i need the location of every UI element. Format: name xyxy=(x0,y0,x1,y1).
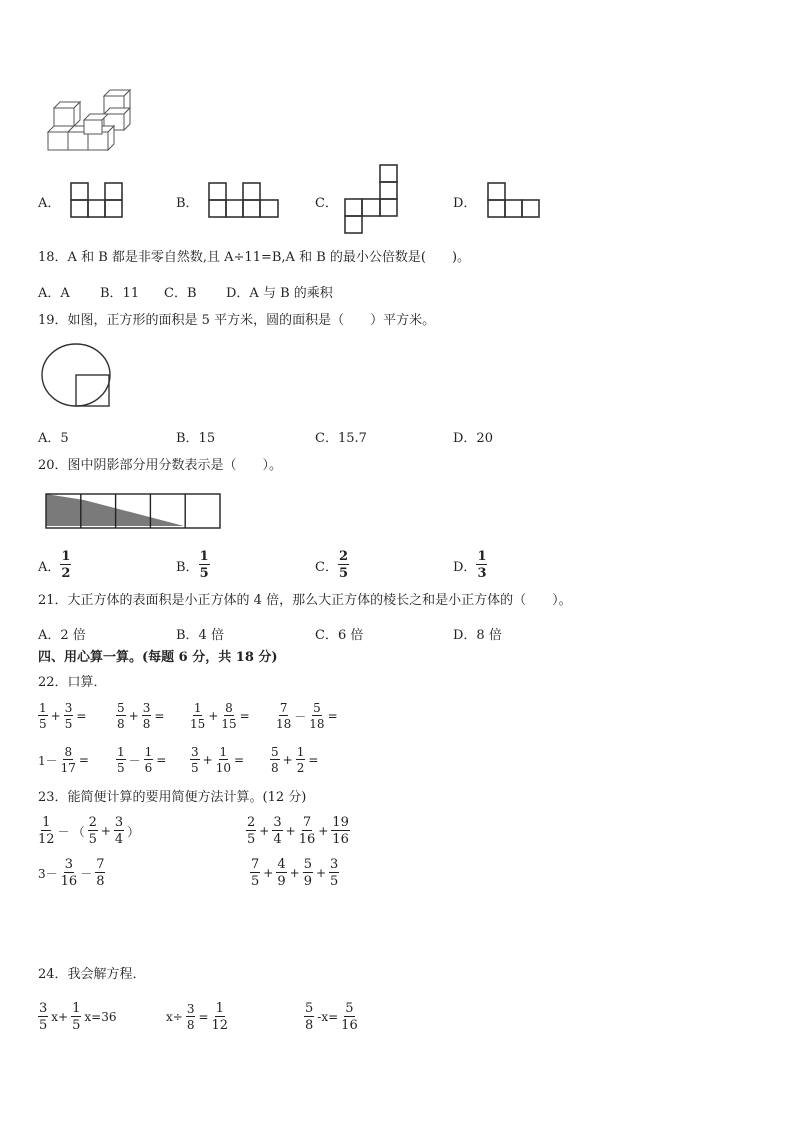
q21-option-b[interactable]: B．4 倍 xyxy=(176,628,224,643)
q22-item-3[interactable] xyxy=(190,702,250,730)
numerator: 3 xyxy=(39,1001,48,1016)
numerator: 3 xyxy=(330,857,339,872)
circle-square-figure xyxy=(40,342,116,408)
fraction xyxy=(299,816,316,846)
q20-option-a[interactable] xyxy=(38,550,71,580)
fraction xyxy=(144,746,154,774)
fraction xyxy=(38,1002,48,1032)
q24-equation-1[interactable] xyxy=(38,1002,116,1032)
denominator: 5 xyxy=(117,761,125,775)
numerator: 3 xyxy=(186,1002,195,1016)
denominator: 16 xyxy=(298,832,316,847)
q23-expression-4[interactable] xyxy=(250,858,339,888)
denominator: 5 xyxy=(251,874,260,889)
denominator: 5 xyxy=(39,1018,48,1033)
numerator: 1 xyxy=(215,1001,224,1016)
q19-stem: 19．如图，正方形的面积是 5 平方米，圆的面积是（ ）平方米。 xyxy=(38,313,436,328)
numerator: 3 xyxy=(64,701,73,715)
denominator: 3 xyxy=(477,566,487,581)
denominator: 5 xyxy=(39,717,47,731)
denominator: 2 xyxy=(61,566,71,581)
q20-option-b[interactable] xyxy=(176,550,210,580)
q20-option-d-fraction xyxy=(476,550,487,580)
q22-item-7[interactable] xyxy=(190,746,244,774)
fraction xyxy=(296,746,306,774)
denominator: 18 xyxy=(309,717,325,731)
operator: － xyxy=(57,824,70,839)
operator: + xyxy=(263,866,274,880)
denominator: 17 xyxy=(60,761,76,775)
fraction xyxy=(38,816,55,846)
operator: － xyxy=(128,753,141,768)
denominator: 6 xyxy=(144,761,153,775)
q23-expression-2[interactable] xyxy=(246,816,350,846)
shaded-bar-figure xyxy=(44,492,224,530)
fraction xyxy=(116,702,126,730)
fraction xyxy=(190,702,205,730)
left-paren: （ xyxy=(72,824,85,839)
fraction xyxy=(64,702,74,730)
operator: + xyxy=(285,824,296,838)
q23-expression-1[interactable] xyxy=(38,816,139,846)
fraction xyxy=(276,858,286,888)
q17-option-b-figure xyxy=(208,182,282,218)
q17-option-a-label: A． xyxy=(38,196,61,211)
fraction xyxy=(88,816,98,846)
q22-item-6[interactable] xyxy=(116,746,166,774)
numerator: 2 xyxy=(338,549,348,564)
denominator: 8 xyxy=(305,1018,314,1033)
q17-option-d-figure xyxy=(487,182,543,218)
denominator: 16 xyxy=(60,874,78,889)
equals-sign: = xyxy=(76,709,87,723)
numerator: 19 xyxy=(332,815,349,830)
q24-stem: 24．我会解方程． xyxy=(38,967,146,982)
q18-stem: 18．A 和 B 都是非零自然数,且 A÷11=B,A 和 B 的最小公倍数是( )。 xyxy=(38,250,471,265)
operator: + xyxy=(289,866,300,880)
fraction xyxy=(186,1003,196,1031)
q20-option-b-fraction xyxy=(199,550,210,580)
q23-expression-3[interactable] xyxy=(38,858,105,888)
q22-item-5[interactable] xyxy=(38,746,89,774)
fraction xyxy=(114,816,124,846)
q20-option-c-letter: C． xyxy=(315,559,338,575)
operator: + xyxy=(128,709,139,723)
operator: + xyxy=(282,753,293,767)
fraction xyxy=(246,816,256,846)
equals-sign: = xyxy=(308,753,319,767)
q19-option-b[interactable]: B．15 xyxy=(176,431,216,446)
q18-option-a[interactable]: A．A xyxy=(38,286,70,301)
operator: － xyxy=(294,709,307,724)
equals-sign: = xyxy=(156,753,167,767)
q24-equation-2[interactable] xyxy=(166,1002,228,1032)
q19-option-a[interactable]: A．5 xyxy=(38,431,69,446)
numerator: 1 xyxy=(193,701,202,715)
denominator: 16 xyxy=(332,832,349,847)
numerator: 3 xyxy=(114,815,124,830)
equation-text: x=36 xyxy=(84,1010,117,1024)
numerator: 1 xyxy=(42,815,51,830)
q17-option-c-figure xyxy=(344,164,400,236)
q23-stem: 23．能简便计算的要用简便方法计算。(12 分) xyxy=(38,790,307,805)
fraction xyxy=(331,816,350,846)
cube-stack-figure xyxy=(44,88,136,154)
q20-option-c[interactable] xyxy=(315,550,349,580)
denominator: 9 xyxy=(303,874,312,889)
numerator: 5 xyxy=(271,745,279,759)
operator: + xyxy=(50,709,61,723)
denominator: 5 xyxy=(330,874,339,889)
equals-sign: = xyxy=(239,709,250,723)
numerator: 3 xyxy=(142,701,151,715)
denominator: 18 xyxy=(276,717,292,731)
fraction xyxy=(341,1002,358,1032)
numerator: 1 xyxy=(117,745,125,759)
denominator: 5 xyxy=(199,566,209,581)
fraction xyxy=(272,816,282,846)
numerator: 1 xyxy=(199,549,209,564)
equation-text: x+ xyxy=(51,1010,69,1024)
q19-option-d[interactable]: D．20 xyxy=(453,431,493,446)
q18-option-b[interactable]: B．11 xyxy=(100,286,140,301)
equation-text: -x= xyxy=(317,1010,339,1024)
fraction xyxy=(61,746,76,774)
denominator: 5 xyxy=(88,832,97,847)
fraction xyxy=(212,1002,229,1032)
q20-option-d[interactable] xyxy=(453,550,487,580)
numerator: 1 xyxy=(296,745,305,759)
q17-option-d-label: D． xyxy=(453,196,477,211)
fraction xyxy=(142,702,152,730)
numerator: 5 xyxy=(303,857,312,872)
numerator: 2 xyxy=(247,815,256,830)
operator: + xyxy=(315,866,327,880)
equals-sign: = xyxy=(78,753,89,767)
fraction xyxy=(38,702,48,730)
denominator: 4 xyxy=(273,832,282,847)
numerator: 1 xyxy=(219,745,228,759)
q20-option-d-letter: D． xyxy=(453,559,477,575)
operator: － xyxy=(80,866,93,881)
denominator: 9 xyxy=(277,874,286,889)
fraction xyxy=(190,746,200,774)
fraction xyxy=(303,858,313,888)
q22-item-4[interactable] xyxy=(276,702,338,730)
q17-option-c[interactable] xyxy=(315,192,338,211)
numerator: 7 xyxy=(279,701,288,715)
numerator: 1 xyxy=(39,701,47,715)
q17-option-b[interactable] xyxy=(176,192,199,211)
equals-sign: = xyxy=(198,1010,209,1024)
denominator: 8 xyxy=(142,717,151,731)
numerator: 1 xyxy=(144,745,153,759)
numerator: 5 xyxy=(313,701,321,715)
numerator: 1 xyxy=(477,549,487,564)
q18-option-c[interactable]: C．B xyxy=(164,286,197,301)
q21-option-a[interactable]: A．2 倍 xyxy=(38,628,86,643)
numerator: 1 xyxy=(61,549,71,564)
denominator: 15 xyxy=(221,717,237,731)
denominator: 15 xyxy=(190,717,206,731)
fraction xyxy=(329,858,339,888)
q20-option-a-letter: A． xyxy=(38,559,61,575)
operator: + xyxy=(202,753,213,767)
q20-option-a-fraction xyxy=(60,550,71,580)
section-4-title: 四、用心算一算。(每题 6 分，共 18 分) xyxy=(38,650,278,665)
denominator: 2 xyxy=(296,761,305,775)
q20-stem: 20．图中阴影部分用分数表示是（ ）。 xyxy=(38,458,283,473)
q21-option-d[interactable]: D．8 倍 xyxy=(453,628,502,643)
q22-stem: 22．口算． xyxy=(38,675,107,690)
denominator: 5 xyxy=(72,1018,81,1033)
denominator: 10 xyxy=(215,761,231,775)
numerator: 4 xyxy=(277,857,286,872)
equals-sign: = xyxy=(327,709,338,723)
fraction xyxy=(276,702,291,730)
numerator: 3 xyxy=(64,857,74,872)
denominator: 4 xyxy=(114,832,124,847)
denominator: 5 xyxy=(247,832,256,847)
q17-option-a[interactable] xyxy=(38,192,60,211)
q20-option-c-fraction xyxy=(338,550,349,580)
fraction xyxy=(309,702,324,730)
numerator: 5 xyxy=(117,701,125,715)
numerator: 7 xyxy=(96,857,105,872)
denominator: 8 xyxy=(117,717,125,731)
q18-option-d[interactable]: D．A 与 B 的乘积 xyxy=(226,286,333,301)
fraction xyxy=(250,858,260,888)
numerator: 3 xyxy=(191,745,199,759)
q21-stem: 21．大正方体的表面积是小正方体的 4 倍，那么大正方体的棱长之和是小正方体的（ ）。 xyxy=(38,593,572,608)
denominator: 8 xyxy=(96,874,105,889)
q20-option-b-letter: B． xyxy=(176,559,199,575)
denominator: 12 xyxy=(38,832,55,847)
denominator: 5 xyxy=(191,761,199,775)
fraction xyxy=(216,746,231,774)
numerator: 7 xyxy=(251,857,260,872)
denominator: 5 xyxy=(64,717,73,731)
numerator: 8 xyxy=(64,745,73,759)
operator: 3－ xyxy=(38,866,58,881)
q17-option-b-label: B． xyxy=(176,196,199,211)
equals-sign: = xyxy=(154,709,165,723)
denominator: 16 xyxy=(341,1018,358,1033)
operator: + xyxy=(318,824,329,838)
numerator: 5 xyxy=(305,1001,314,1016)
q22-item-2[interactable] xyxy=(116,702,164,730)
numerator: 3 xyxy=(273,815,282,830)
fraction xyxy=(95,858,105,888)
numerator: 5 xyxy=(345,1001,354,1016)
denominator: 8 xyxy=(271,761,279,775)
q17-option-a-figure xyxy=(70,182,126,218)
operator: + xyxy=(208,709,219,723)
denominator: 12 xyxy=(211,1018,229,1033)
denominator: 5 xyxy=(338,566,348,581)
fraction xyxy=(270,746,280,774)
numerator: 7 xyxy=(302,815,312,830)
operator: 1－ xyxy=(38,753,58,768)
fraction xyxy=(61,858,78,888)
q21-option-c[interactable]: C．6 倍 xyxy=(315,628,364,643)
fraction xyxy=(71,1002,81,1032)
fraction xyxy=(304,1002,314,1032)
equation-text: x÷ xyxy=(166,1010,183,1024)
q24-equation-3[interactable] xyxy=(304,1002,358,1032)
fraction xyxy=(221,702,236,730)
q17-option-c-label: C． xyxy=(315,196,338,211)
q22-item-1[interactable] xyxy=(38,702,86,730)
q22-item-8[interactable] xyxy=(270,746,318,774)
numerator: 2 xyxy=(88,815,97,830)
numerator: 8 xyxy=(225,701,233,715)
equals-sign: = xyxy=(233,753,245,767)
q17-option-d[interactable] xyxy=(453,192,476,211)
operator: + xyxy=(259,824,270,838)
q19-option-c[interactable]: C．15.7 xyxy=(315,431,367,446)
fraction xyxy=(116,746,126,774)
denominator: 8 xyxy=(186,1018,195,1032)
right-paren: ） xyxy=(127,824,140,839)
operator: + xyxy=(100,824,111,838)
numerator: 1 xyxy=(72,1001,81,1016)
